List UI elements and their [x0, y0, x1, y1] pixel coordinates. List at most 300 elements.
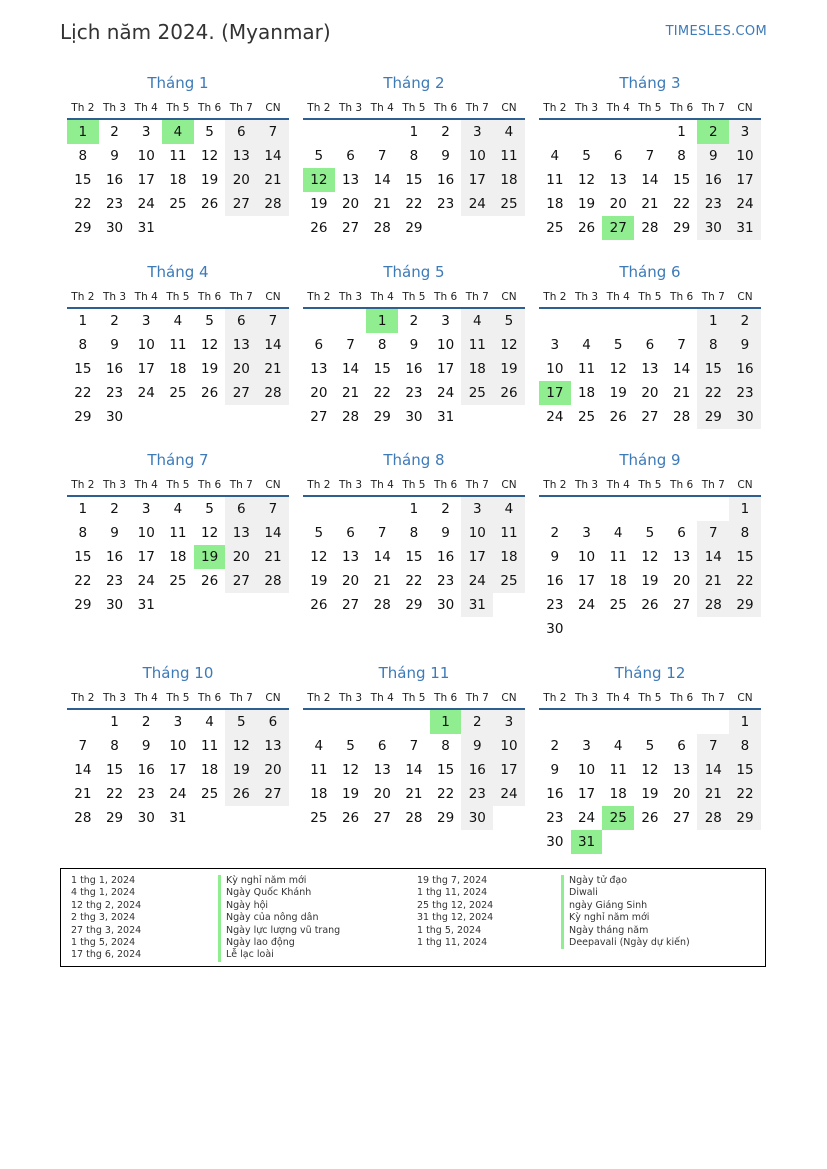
holiday-day: 19 — [194, 545, 226, 569]
day: 26 — [641, 810, 659, 826]
week-row — [539, 381, 761, 405]
day: 25 — [546, 220, 564, 236]
day: 22 — [74, 196, 92, 212]
weekday-label: Th 3 — [338, 102, 363, 114]
day: 7 — [78, 738, 88, 754]
empty-day — [602, 309, 634, 333]
empty-day — [571, 617, 603, 641]
day: 29 — [105, 810, 124, 826]
day: 19 — [641, 573, 659, 589]
day: 27 — [341, 220, 360, 236]
week-row — [303, 710, 525, 734]
week-row — [67, 333, 289, 357]
weekend-day: 25 — [461, 381, 493, 405]
weekend-day: 25 — [493, 569, 525, 593]
weekday-label: Th 7 — [229, 102, 253, 114]
weekend-day: 12 — [493, 333, 525, 357]
empty-day — [539, 309, 571, 333]
month-name: Tháng 11 — [378, 664, 450, 682]
day: 13 — [673, 549, 691, 565]
day: 15 — [437, 762, 455, 778]
day: 15 — [74, 549, 92, 565]
holiday-day: 1 — [67, 120, 99, 144]
weekday-label: Th 3 — [102, 102, 127, 114]
day: 20 — [673, 573, 691, 589]
weekend-day: 1 — [697, 309, 729, 333]
day: 23 — [437, 573, 455, 589]
day: 16 — [546, 786, 564, 802]
weekend-day: 16 — [697, 168, 729, 192]
weekday-label: CN — [501, 692, 517, 704]
weekend-day: 18 — [461, 357, 493, 381]
weekend-day: 29 — [729, 806, 761, 830]
day: 11 — [577, 361, 596, 377]
day: 28 — [373, 220, 391, 236]
day: 2 — [409, 313, 419, 329]
day: 24 — [137, 385, 155, 401]
week-row — [539, 830, 761, 854]
weekday-label: Th 3 — [574, 291, 599, 303]
weekend-day: 21 — [697, 782, 729, 806]
legend-holiday-name: Lễ lạc loài — [218, 949, 340, 961]
legend-date: 27 thg 3, 2024 — [71, 924, 142, 936]
weekday-label: Th 4 — [370, 102, 394, 114]
legend-date: 1 thg 5, 2024 — [71, 936, 136, 948]
weekday-label: Th 7 — [465, 692, 489, 704]
weekday-label: Th 7 — [465, 102, 489, 114]
day: 23 — [437, 196, 455, 212]
weekend-day: 23 — [697, 192, 729, 216]
week-row — [67, 521, 289, 545]
empty-day — [67, 710, 99, 734]
week-row — [303, 333, 525, 357]
weekday-label: Th 3 — [102, 479, 127, 491]
weekday-label: Th 2 — [307, 692, 331, 704]
month-name: Tháng 1 — [147, 74, 209, 92]
holiday-day: 1 — [366, 309, 398, 333]
day: 4 — [205, 714, 214, 730]
legend-holiday-name: Ngày hội — [218, 900, 340, 912]
weekday-label: Th 3 — [102, 291, 127, 303]
empty-day — [602, 710, 634, 734]
week-row — [67, 168, 289, 192]
day: 8 — [78, 337, 88, 353]
weekend-day: 11 — [461, 333, 493, 357]
day: 15 — [74, 172, 92, 188]
weekend-day: 30 — [729, 405, 761, 429]
day: 10 — [169, 738, 187, 754]
month-block — [303, 662, 525, 830]
day: 26 — [577, 220, 596, 236]
weekday-label: Th 4 — [606, 291, 630, 303]
weekday-label: Th 2 — [543, 692, 567, 704]
weekend-day: 5 — [493, 309, 525, 333]
weekday-label: Th 7 — [229, 479, 253, 491]
day: 18 — [169, 361, 187, 377]
weekend-day: 16 — [461, 758, 493, 782]
day: 26 — [201, 573, 219, 589]
weekend-day: 21 — [697, 569, 729, 593]
week-row — [539, 782, 761, 806]
day: 11 — [169, 148, 187, 164]
weekday-header — [67, 287, 289, 309]
weekend-day: 20 — [225, 545, 257, 569]
weekend-day: 28 — [697, 593, 729, 617]
weekend-day: 4 — [493, 120, 525, 144]
week-row — [303, 192, 525, 216]
weekday-label: Th 5 — [402, 291, 426, 303]
day: 18 — [577, 385, 596, 401]
empty-day — [602, 617, 634, 641]
day: 5 — [582, 148, 591, 164]
day: 22 — [105, 786, 124, 802]
day: 13 — [341, 549, 360, 565]
weekday-label: Th 6 — [434, 102, 458, 114]
day: 5 — [346, 738, 355, 754]
week-row — [67, 782, 289, 806]
day: 30 — [105, 220, 124, 236]
weekday-label: Th 2 — [543, 479, 567, 491]
week-row — [539, 617, 761, 641]
legend-date: 1 thg 11, 2024 — [417, 887, 488, 899]
day: 13 — [373, 762, 391, 778]
day: 3 — [582, 738, 591, 754]
day: 16 — [437, 172, 455, 188]
day: 28 — [74, 810, 92, 826]
day: 21 — [74, 786, 92, 802]
weekday-label: CN — [501, 102, 517, 114]
weekend-day: 16 — [729, 357, 761, 381]
day: 8 — [441, 738, 450, 754]
weekend-day: 18 — [493, 168, 525, 192]
weekend-day: 21 — [257, 545, 289, 569]
weekday-label: Th 6 — [434, 291, 458, 303]
weekday-label: Th 5 — [402, 692, 426, 704]
weekday-label: Th 7 — [465, 291, 489, 303]
day: 19 — [201, 172, 219, 188]
empty-day — [697, 497, 729, 521]
weekday-label: Th 6 — [670, 102, 694, 114]
weekend-day: 9 — [697, 144, 729, 168]
day: 14 — [373, 172, 391, 188]
day: 23 — [546, 597, 564, 613]
weekend-day: 27 — [225, 192, 257, 216]
weekday-label: Th 6 — [434, 692, 458, 704]
holiday-day: 2 — [697, 120, 729, 144]
week-row — [539, 593, 761, 617]
week-row — [303, 758, 525, 782]
day: 2 — [110, 501, 119, 517]
weekend-day: 28 — [257, 192, 289, 216]
weekend-day: 7 — [697, 521, 729, 545]
weekend-day: 14 — [257, 144, 289, 168]
day: 10 — [437, 337, 455, 353]
empty-day — [194, 593, 226, 617]
day: 16 — [105, 549, 124, 565]
weekend-day: 7 — [697, 734, 729, 758]
legend-date: 12 thg 2, 2024 — [71, 899, 142, 911]
day: 29 — [673, 220, 691, 236]
weekday-label: Th 4 — [134, 692, 158, 704]
weekday-label: Th 4 — [370, 291, 394, 303]
day: 5 — [205, 501, 214, 517]
empty-day — [366, 497, 398, 521]
weekend-day: 14 — [697, 758, 729, 782]
day: 2 — [441, 124, 450, 140]
weekend-day: 3 — [461, 120, 493, 144]
day: 10 — [546, 361, 564, 377]
day: 24 — [577, 597, 596, 613]
weekend-day: 18 — [493, 545, 525, 569]
weekday-label: Th 5 — [166, 291, 190, 303]
weekday-label: Th 5 — [402, 102, 426, 114]
day: 27 — [673, 810, 691, 826]
day: 26 — [310, 597, 328, 613]
day: 23 — [405, 385, 423, 401]
day: 10 — [137, 525, 155, 541]
weekday-label: Th 5 — [166, 692, 190, 704]
holiday-day: 31 — [571, 830, 603, 854]
week-row — [303, 521, 525, 545]
day: 1 — [409, 124, 419, 140]
weekend-day: 30 — [697, 216, 729, 240]
weekend-day: 1 — [729, 497, 761, 521]
week-row — [303, 309, 525, 333]
weekend-day: 10 — [493, 734, 525, 758]
weekday-label: Th 6 — [198, 479, 222, 491]
weekday-header — [303, 688, 525, 710]
day: 4 — [173, 501, 183, 517]
day: 28 — [341, 409, 360, 425]
day: 8 — [110, 738, 119, 754]
weekday-label: Th 4 — [606, 102, 630, 114]
week-row — [539, 497, 761, 521]
day: 13 — [641, 361, 659, 377]
day: 9 — [141, 738, 151, 754]
day: 17 — [137, 549, 155, 565]
month-name: Tháng 10 — [142, 664, 214, 682]
day: 5 — [205, 313, 214, 329]
weekend-day: 21 — [257, 168, 289, 192]
weekend-day: 4 — [493, 497, 525, 521]
weekday-label: Th 5 — [638, 291, 662, 303]
day: 27 — [341, 597, 360, 613]
weekday-label: CN — [265, 692, 281, 704]
day: 2 — [550, 738, 560, 754]
weekend-day: 25 — [493, 192, 525, 216]
day: 16 — [137, 762, 155, 778]
day: 20 — [341, 196, 360, 212]
empty-day — [194, 405, 226, 429]
day: 15 — [74, 361, 92, 377]
day: 22 — [405, 196, 423, 212]
day: 25 — [609, 597, 627, 613]
weekend-day: 31 — [729, 216, 761, 240]
day: 9 — [550, 762, 560, 778]
week-row — [67, 734, 289, 758]
weekend-day: 31 — [461, 593, 493, 617]
month-block — [67, 72, 289, 240]
weekday-header — [303, 287, 525, 309]
day: 22 — [405, 573, 423, 589]
weekend-day: 27 — [225, 569, 257, 593]
legend-date: 25 thg 12, 2024 — [417, 899, 494, 911]
empty-day — [493, 593, 525, 617]
weekday-header — [67, 98, 289, 120]
weekday-label: Th 3 — [574, 102, 599, 114]
empty-day — [257, 806, 289, 830]
empty-day — [130, 405, 162, 429]
weekday-label: CN — [265, 479, 281, 491]
empty-day — [666, 309, 698, 333]
weekday-label: Th 7 — [701, 291, 725, 303]
week-row — [67, 758, 289, 782]
day: 2 — [441, 501, 450, 517]
day: 6 — [677, 738, 686, 754]
legend-date: 31 thg 12, 2024 — [417, 912, 494, 924]
empty-day — [162, 216, 194, 240]
day: 22 — [673, 196, 691, 212]
day: 18 — [609, 786, 627, 802]
weekend-day: 6 — [225, 120, 257, 144]
weekday-label: Th 5 — [166, 479, 190, 491]
weekend-day: 7 — [257, 120, 289, 144]
month-block — [539, 72, 761, 240]
weekend-day: 2 — [729, 309, 761, 333]
legend-date: 17 thg 6, 2024 — [71, 949, 142, 961]
weekend-day: 20 — [225, 168, 257, 192]
day: 20 — [310, 385, 328, 401]
day: 12 — [341, 762, 360, 778]
weekend-day: 4 — [461, 309, 493, 333]
day: 9 — [550, 549, 560, 565]
day: 12 — [201, 148, 219, 164]
empty-day — [634, 830, 666, 854]
legend-holiday-name: Ngày của nông dân — [218, 912, 340, 924]
day: 1 — [78, 501, 88, 517]
weekday-label: CN — [265, 291, 281, 303]
week-row — [539, 192, 761, 216]
holiday-day: 4 — [162, 120, 194, 144]
week-row — [67, 593, 289, 617]
month-block — [539, 261, 761, 429]
day: 5 — [205, 124, 214, 140]
weekday-label: Th 5 — [638, 479, 662, 491]
legend-holiday-name: Ngày tử đạo — [561, 875, 690, 887]
day: 25 — [201, 786, 219, 802]
day: 19 — [609, 385, 627, 401]
weekday-label: Th 5 — [638, 102, 662, 114]
day: 16 — [546, 573, 564, 589]
day: 13 — [341, 172, 360, 188]
empty-day — [697, 710, 729, 734]
weekend-day: 10 — [461, 521, 493, 545]
weekend-day: 24 — [493, 782, 525, 806]
weekday-header — [539, 475, 761, 497]
day: 6 — [377, 738, 387, 754]
weekend-day: 1 — [729, 710, 761, 734]
day: 22 — [74, 385, 92, 401]
week-row — [539, 144, 761, 168]
day: 14 — [673, 361, 691, 377]
brand-link[interactable]: TIMESLES.COM — [665, 24, 767, 39]
empty-day — [571, 710, 603, 734]
weekend-day: 15 — [697, 357, 729, 381]
empty-day — [493, 806, 525, 830]
day: 28 — [373, 597, 391, 613]
weekend-day: 13 — [257, 734, 289, 758]
empty-day — [225, 216, 257, 240]
day: 14 — [641, 172, 659, 188]
day: 12 — [641, 762, 659, 778]
empty-day — [634, 120, 666, 144]
weekend-day: 10 — [461, 144, 493, 168]
day: 31 — [169, 810, 187, 826]
day: 28 — [405, 810, 423, 826]
day: 20 — [609, 196, 627, 212]
weekend-day: 7 — [257, 309, 289, 333]
month-name: Tháng 5 — [383, 263, 445, 281]
empty-day — [571, 497, 603, 521]
day: 3 — [550, 337, 560, 353]
week-row — [67, 497, 289, 521]
day: 24 — [169, 786, 187, 802]
day: 6 — [613, 148, 623, 164]
day: 2 — [110, 124, 119, 140]
week-row — [303, 734, 525, 758]
weekend-day: 19 — [493, 357, 525, 381]
legend-date: 2 thg 3, 2024 — [71, 912, 136, 924]
week-row — [539, 521, 761, 545]
weekend-day: 9 — [729, 333, 761, 357]
empty-day — [366, 120, 398, 144]
day: 7 — [409, 738, 419, 754]
day: 18 — [546, 196, 564, 212]
weekend-day: 13 — [225, 144, 257, 168]
week-row — [67, 405, 289, 429]
empty-day — [602, 120, 634, 144]
day: 19 — [341, 786, 360, 802]
weekday-label: Th 6 — [670, 692, 694, 704]
day: 21 — [373, 196, 391, 212]
empty-day — [634, 309, 666, 333]
week-row — [67, 192, 289, 216]
weekend-day: 24 — [461, 569, 493, 593]
day: 11 — [546, 172, 564, 188]
month-name: Tháng 3 — [619, 74, 681, 92]
weekday-label: CN — [501, 479, 517, 491]
week-row — [67, 120, 289, 144]
week-row — [539, 309, 761, 333]
weekday-label: CN — [737, 692, 753, 704]
day: 11 — [310, 762, 328, 778]
weekday-label: Th 2 — [543, 102, 567, 114]
day: 7 — [677, 337, 686, 353]
empty-day — [539, 710, 571, 734]
weekend-day: 8 — [729, 734, 761, 758]
day: 30 — [137, 810, 155, 826]
weekday-header — [539, 98, 761, 120]
legend-date: 1 thg 11, 2024 — [417, 936, 488, 948]
day: 24 — [577, 810, 596, 826]
weekday-label: Th 7 — [701, 479, 725, 491]
weekend-day: 28 — [257, 381, 289, 405]
month-block — [303, 449, 525, 617]
day: 27 — [310, 409, 328, 425]
weekday-label: Th 7 — [701, 102, 725, 114]
day: 1 — [409, 501, 419, 517]
month-name: Tháng 9 — [619, 451, 681, 469]
